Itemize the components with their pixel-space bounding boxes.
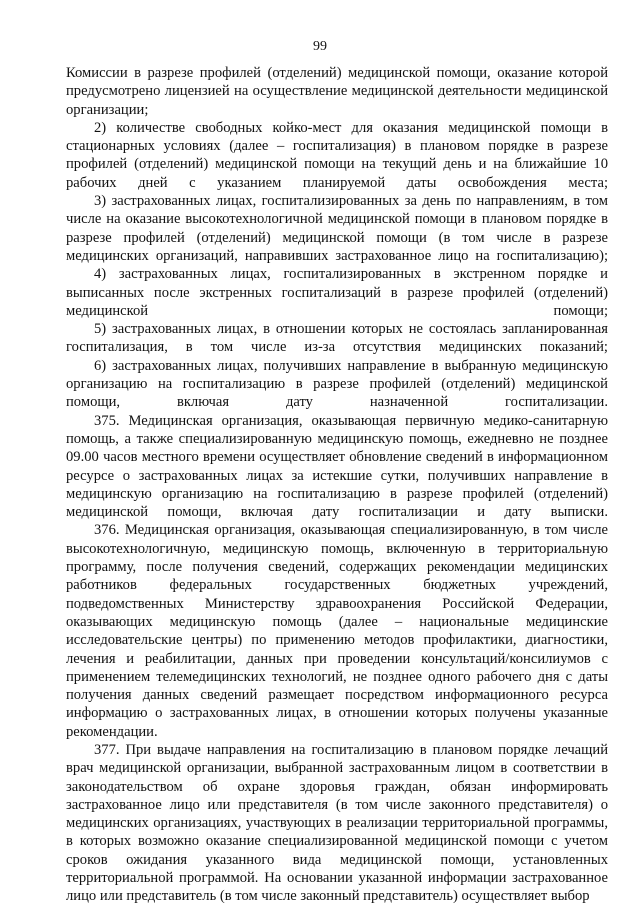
paragraph-item-2: 2) количестве свободных койко-мест для оказания медицинской помощи в стационарных условиях (далее – госпитализация) в плановом порядке в разрезе профилей (отделений) медицинской помощи на текущий день и на ближайшие 10 рабочих дней с указанием планируемой даты освобождения места; [66,119,608,191]
paragraph-clause-375: 375. Медицинская организация, оказывающая первичную медико-санитарную помощь, а также специализированную медицинскую помощь, ежедневно не позднее 09.00 часов местного времени осуществляет обновление сведений в информационном ресурсе о застрахованных лицах за истекшие сутки, получивших направление в медицинскую организацию на госпитализацию в разрезе профилей (отделений) медицинской помощи, включая дату госпитализации и дату выписки. [66,412,608,521]
paragraph-clause-377: 377. При выдаче направления на госпитализацию в плановом порядке лечащий врач медицинской организации, выбранной застрахованным лицом в соответствии в законодательством об охране здоровья граждан, обязан информировать застрахованное лицо или представителя (в том числе законного представителя) о медицинских организациях, участвующих в реализации территориальной программы, в которых возможно оказание специализированной медицинской помощи с учетом сроков ожидания указанного вида медицинской помощи, установленных территориальной программой. На основании указанной информации застрахованное лицо или представитель (в том числе законный представитель) осуществляет выбор [66,741,608,905]
paragraph-continuation: Комиссии в разрезе профилей (отделений) медицинской помощи, оказание которой предусмотрено лицензией на осуществление медицинской деятельности медицинской организации; [66,65,608,118]
paragraph-item-5: 5) застрахованных лицах, в отношении которых не состоялась запланированная госпитализация, в том числе из-за отсутствия медицинских показаний; [66,321,608,356]
page-number: 99 [313,39,327,54]
paragraph-item-4: 4) застрахованных лицах, госпитализированных в экстренном порядке и выписанных после экстренных госпитализаций в разрезе профилей (отделений) медицинской помощи; [66,266,608,319]
document-body [66,64,608,906]
paragraph-item-6: 6) застрахованных лицах, получивших направление в выбранную медицинскую организацию на госпитализацию в разрезе профилей (отделений) медицинской помощи, включая дату назначенной госпитализации. [66,357,608,411]
paragraph-clause-376: 376. Медицинская организация, оказывающая специализированную, в том числе высокотехнологичную, медицинскую помощь, включенную в территориальную программу, после получения сведений, содержащих рекомендации медицинских работников федеральных государственных бюджетных учреждений, подведомственных Министерству здравоохранения Российской Федерации, оказывающих медицинскую помощь (далее – национальные медицинские исследовательские центры) по применению методов профилактики, диагностики, лечения и реабилитации, данных при проведении консультаций/консилиумов с применением телемедицинских технологий, не позднее одного рабочего дня с даты получения данных сведений размещает посредством информационного ресурса информацию о застрахованных лицах, в отношении которых получены указанные рекомендации. [66,522,608,740]
paragraph-item-3: 3) застрахованных лицах, госпитализированных за день по направлениям, в том числе на оказание высокотехнологичной медицинской помощи в плановом порядке в разрезе профилей (отделений) медицинской помощи (в том числе в разрезе медицинских организаций, направивших застрахованное лицо на госпитализацию); [66,193,608,264]
